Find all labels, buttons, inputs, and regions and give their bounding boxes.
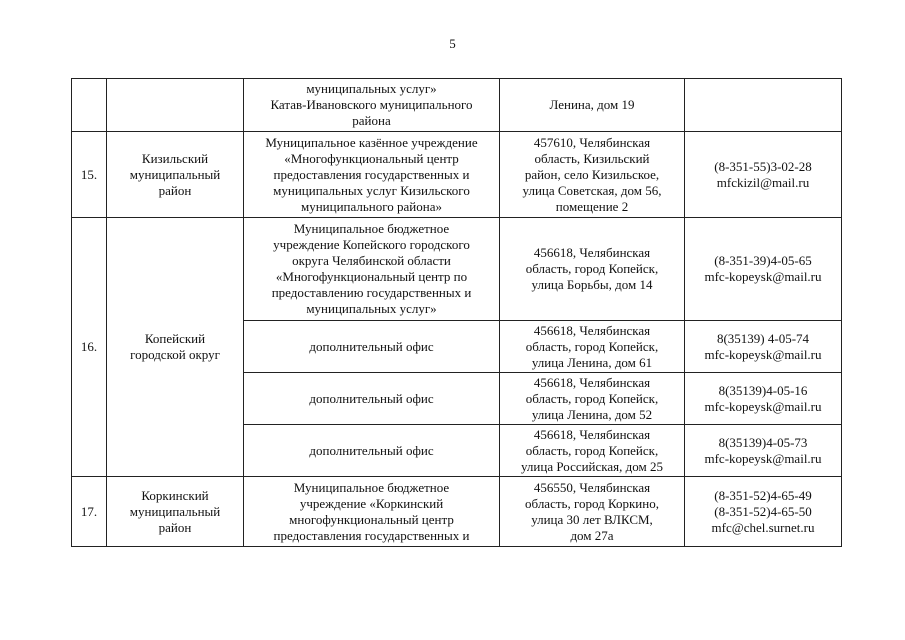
address-line: улица 30 лет ВЛКСМ, [531, 511, 653, 527]
phone-text: 8(35139)4-05-73 [718, 434, 808, 450]
organization-cell [244, 373, 500, 425]
email-link[interactable]: mfc@chel.surnet.ru [711, 519, 815, 535]
contacts-cell [685, 373, 842, 425]
organization-line: района [352, 113, 391, 128]
contacts-cell [685, 132, 842, 218]
organization-line: муниципального района» [301, 198, 442, 214]
address-line: улица Российская, дом 25 [520, 458, 664, 474]
district-line: городской округ [130, 347, 220, 362]
organization-cell [244, 425, 500, 477]
district-cell [107, 218, 244, 477]
organization-line: предоставления государственных и [273, 166, 470, 182]
address-line: 456618, Челябинская [533, 426, 651, 442]
table-row [72, 218, 842, 321]
organization-line: дополнительный офис [309, 442, 434, 458]
table-row [72, 477, 842, 547]
phone-text: (8-351-52)4-65-50 [714, 503, 812, 519]
organization-line: учреждение Копейского городского [273, 237, 470, 252]
organization-line: муниципальных услуг» [306, 81, 437, 96]
address-line: область, Кизильский [534, 150, 650, 166]
row-number-cell [72, 79, 107, 132]
address-line: улица Ленина, дом 61 [531, 354, 653, 370]
district-line: муниципальный [129, 503, 221, 519]
row-number-cell: 15. [72, 132, 107, 218]
organization-line: Катав-Ивановского муниципального [270, 97, 473, 112]
address-cell [500, 373, 685, 425]
page-number: 5 [449, 36, 456, 51]
district-line: район [158, 182, 192, 198]
table-row [72, 79, 842, 132]
email-link[interactable]: mfckizil@mail.ru [716, 174, 810, 190]
organization-line: округа Челябинской области [292, 253, 451, 268]
organization-line: дополнительный офис [309, 390, 434, 406]
phone-text: (8-351-52)4-65-49 [714, 487, 812, 503]
district-line: Кизильский [141, 150, 209, 166]
organization-line: муниципальных услуг» [306, 301, 437, 316]
organization-line: «Многофункциональный центр [284, 150, 459, 166]
address-cell [500, 132, 685, 218]
organization-line: «Многофункциональный центр по [275, 269, 468, 284]
contacts-cell [685, 218, 842, 321]
phone-text: (8-351-55)3-02-28 [714, 158, 812, 174]
contacts-cell [685, 79, 842, 132]
address-line: 456618, Челябинская [533, 374, 651, 390]
address-line: дом 27а [570, 527, 614, 543]
address-line: 456550, Челябинская [533, 479, 651, 495]
organization-line: Муниципальное бюджетное [293, 221, 450, 236]
mfc-table [71, 78, 842, 547]
district-cell [107, 79, 244, 132]
address-line: Ленина, дом 19 [549, 97, 635, 112]
address-line: улица Ленина, дом 52 [531, 406, 653, 422]
organization-line: дополнительный офис [309, 338, 434, 354]
district-cell [107, 132, 244, 218]
address-line: улица Борьбы, дом 14 [531, 277, 653, 292]
organization-line: учреждение «Коркинский [299, 495, 444, 511]
address-line: улица Советская, дом 56, [522, 182, 662, 198]
address-line: область, город Копейск, [525, 261, 659, 276]
address-cell [500, 79, 685, 132]
district-line: Коркинский [141, 487, 209, 503]
email-link[interactable]: mfc-kopeysk@mail.ru [704, 450, 822, 466]
address-cell [500, 321, 685, 373]
row-number-cell: 17. [72, 477, 107, 547]
organization-line: предоставления государственных и [273, 527, 470, 543]
organization-line: Муниципальное казённое учреждение [265, 134, 478, 150]
organization-cell [244, 321, 500, 373]
email-link[interactable]: mfc-kopeysk@mail.ru [704, 269, 822, 284]
organization-line: муниципальных услуг Кизильского [273, 182, 470, 198]
district-line: район [158, 519, 192, 535]
district-line: муниципальный [129, 166, 221, 182]
phone-text: 8(35139) 4-05-74 [716, 330, 810, 346]
email-link[interactable]: mfc-kopeysk@mail.ru [704, 398, 822, 414]
address-line: область, город Копейск, [525, 442, 659, 458]
address-line: область, город Копейск, [525, 390, 659, 406]
address-line: 456618, Челябинская [533, 245, 651, 260]
contacts-cell [685, 321, 842, 373]
district-cell [107, 477, 244, 547]
address-line: область, город Копейск, [525, 338, 659, 354]
contacts-cell [685, 425, 842, 477]
address-line: помещение 2 [555, 198, 629, 214]
address-line: 456618, Челябинская [533, 322, 651, 338]
address-line: район, село Кизильское, [524, 166, 660, 182]
organization-line: предоставлению государственных и [271, 285, 472, 300]
table-row [72, 132, 842, 218]
email-link[interactable]: mfc-kopeysk@mail.ru [704, 346, 822, 362]
phone-text: 8(35139)4-05-16 [718, 382, 808, 398]
organization-line: многофункциональный центр [289, 511, 454, 527]
phone-text: (8-351-39)4-05-65 [714, 253, 812, 268]
row-number-cell: 16. [72, 218, 107, 477]
organization-cell [244, 218, 500, 321]
address-cell [500, 218, 685, 321]
district-line: Копейский [144, 331, 206, 346]
organization-line: Муниципальное бюджетное [293, 479, 450, 495]
address-cell [500, 477, 685, 547]
organization-cell [244, 477, 500, 547]
address-line: область, город Коркино, [525, 495, 659, 511]
organization-cell [244, 79, 500, 132]
address-cell [500, 425, 685, 477]
address-line: 457610, Челябинская [533, 134, 651, 150]
organization-cell [244, 132, 500, 218]
contacts-cell [685, 477, 842, 547]
